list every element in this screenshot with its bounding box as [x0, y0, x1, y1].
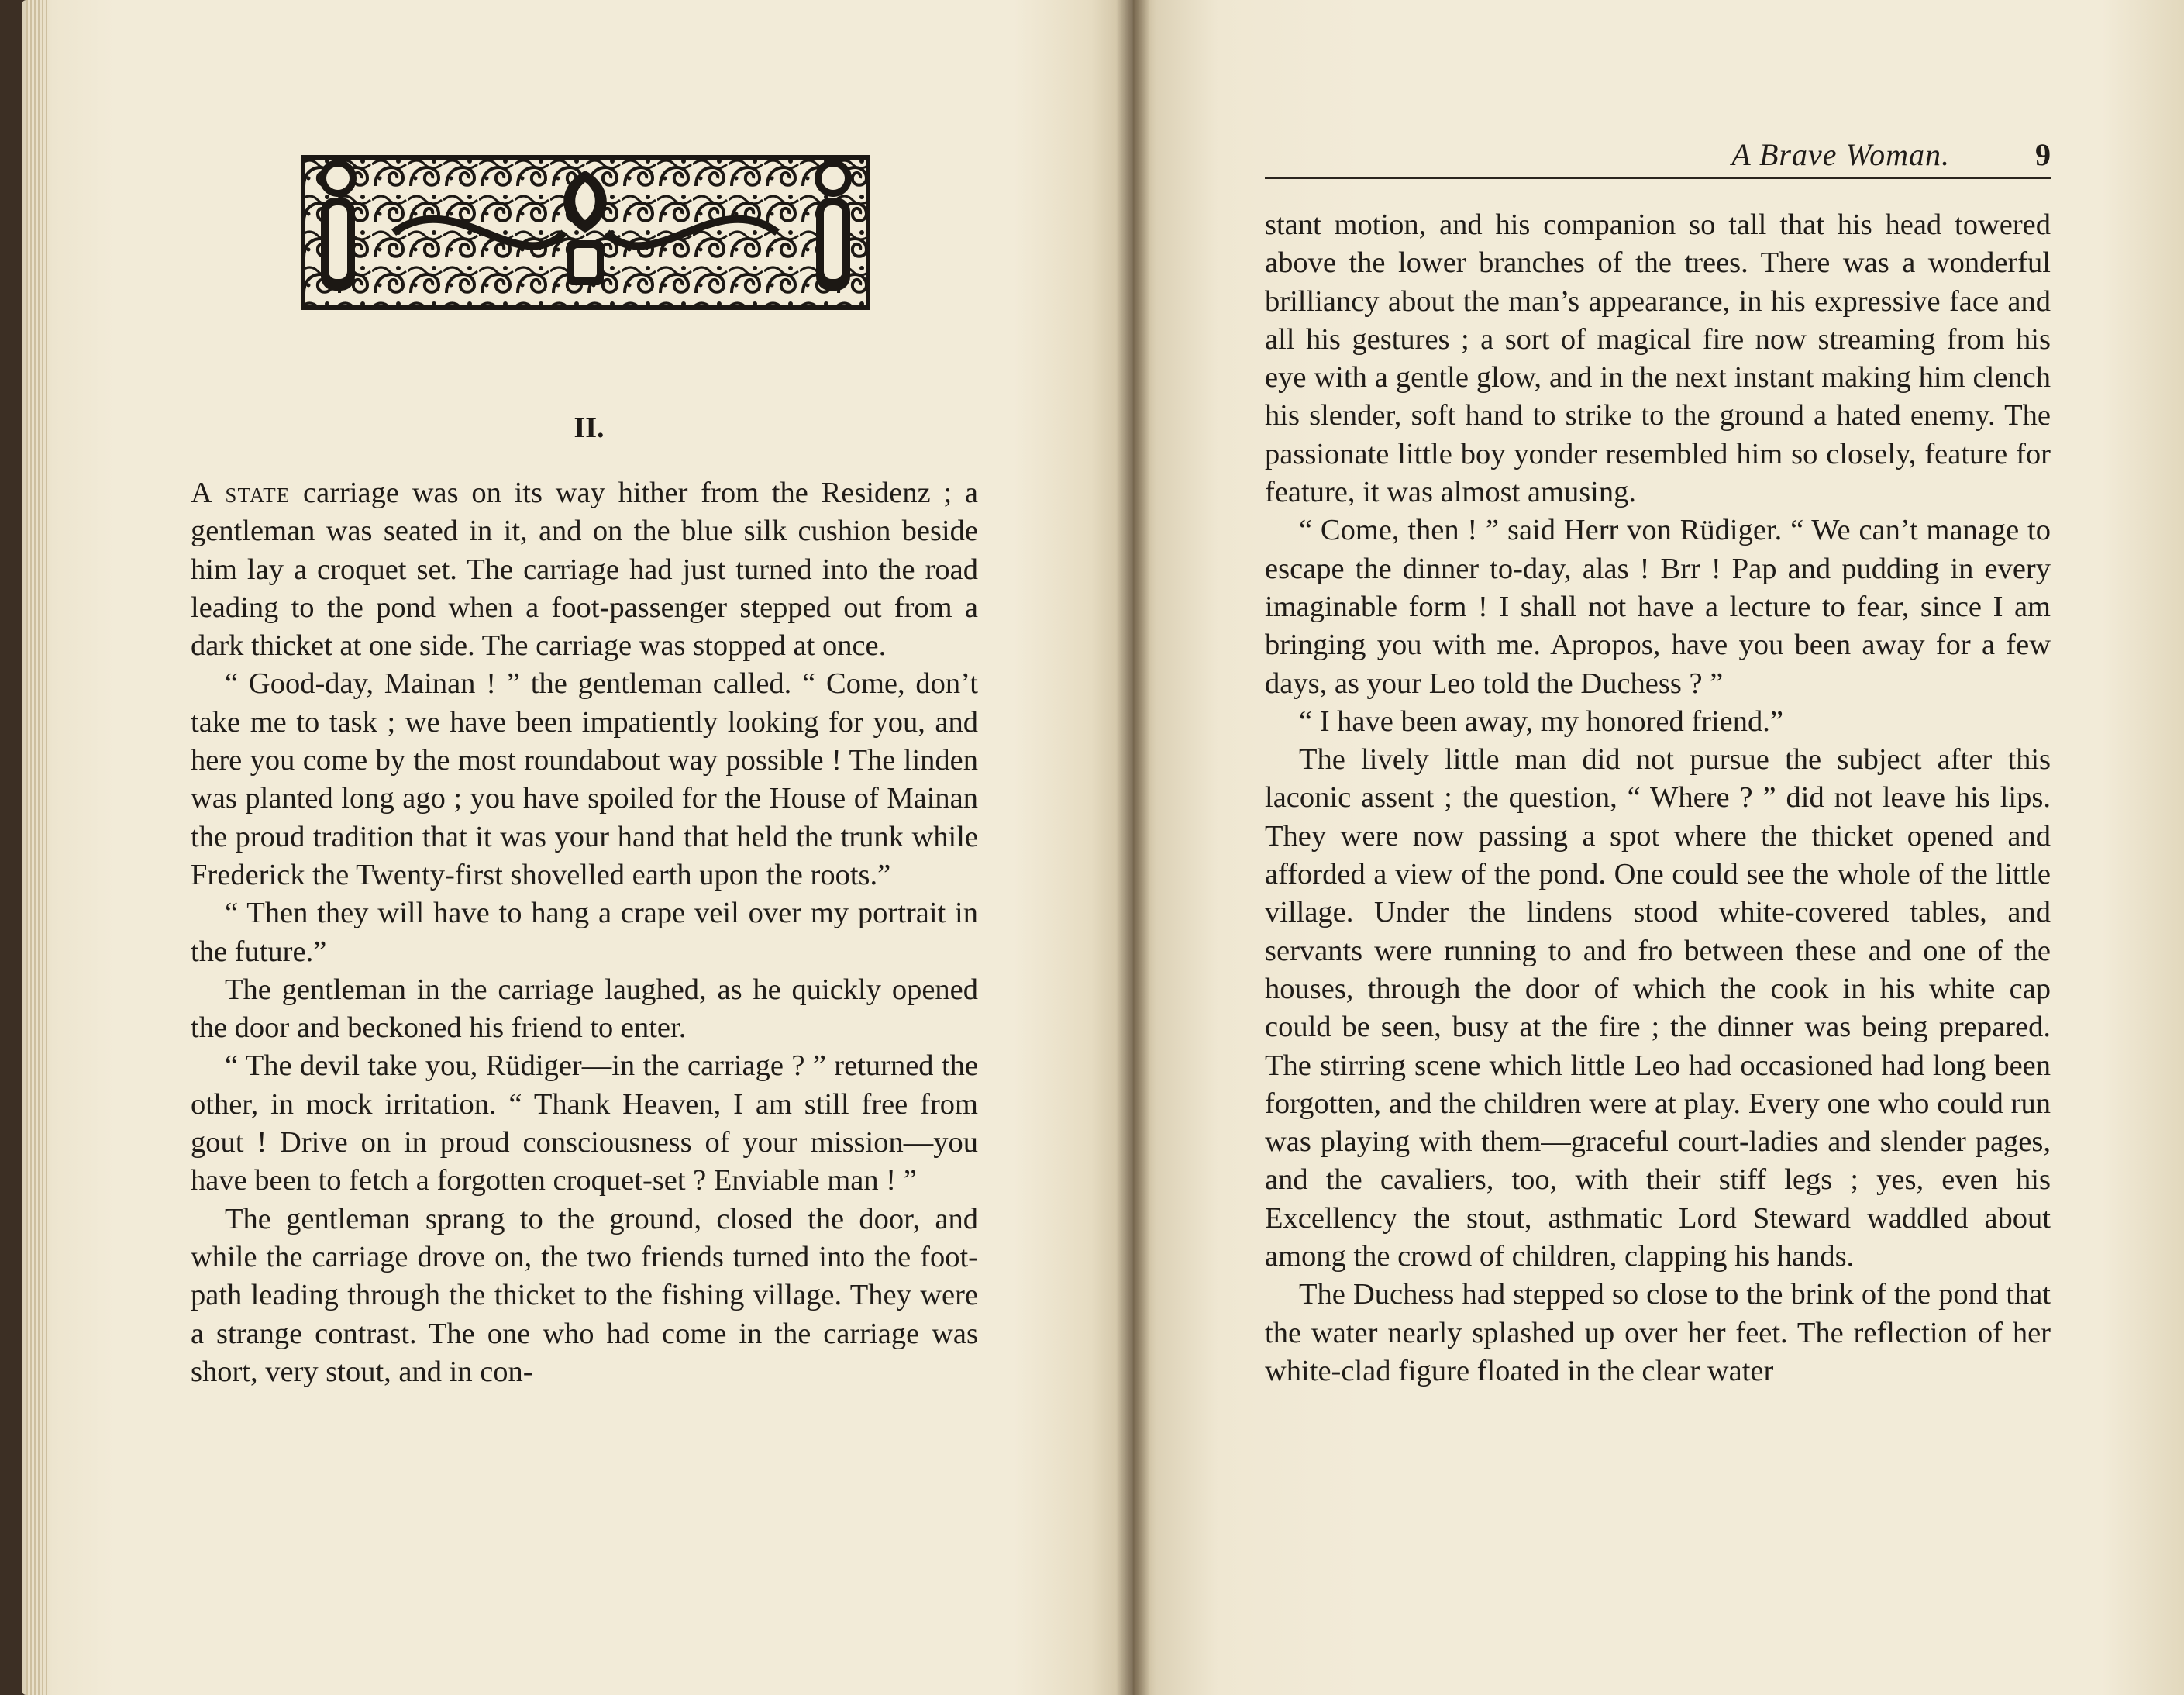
- paragraph-text: carriage was on its way hither from the Residenz ; a gentleman was seated in it, and on the blue silk cushion beside him lay a croquet set. The carriage had just turned into the road leading to the pond when a foot-passenger stepped out from a dark thicket at one side. The carriage was stopped at once.: [191, 477, 978, 663]
- running-head: [1265, 133, 2051, 179]
- paragraph: “ Then they will have to hang a crape veil over my portrait in the future.”: [191, 897, 978, 968]
- left-page-text: [191, 474, 978, 1391]
- paragraph: [191, 474, 978, 665]
- paragraph: The gentleman in the carriage laughed, as he quickly opened the door and beckoned his friend to enter.: [191, 973, 978, 1045]
- paragraph: “ The devil take you, Rüdiger—in the carriage ? ” returned the other, in mock irritation. “ Thank Heaven, I am still free from gout ! Drive on in proud consciousness of your mission—you have been to fetch a forgotten croquet-set ? Enviable man ! ”: [191, 1049, 978, 1197]
- paragraph: stant motion, and his companion so tall that his head towered above the lower branches of the trees. There was a wonderful brilliancy about the man’s appearance, in his expressive face and all his gestures ; a sort of magical fire now streaming from his eye with a gentle glow, and in the next instant making him clench his slender, soft hand to strike to the ground a hated enemy. The passionate little boy yonder resembled him so closely, feature for feature, it was almost amusing.: [1265, 208, 2051, 509]
- paragraph: “ Good-day, Mainan ! ” the gentleman called. “ Come, don’t take me to task ; we have been impatiently looking for you, and here you come by the most roundabout way possible ! The linden was planted long ago ; you have spoiled for the House of Mainan the proud tradition that it was your hand that held the trunk while Frederick the Twenty-first shovelled earth upon the roots.”: [191, 667, 978, 891]
- chapter-number: II.: [574, 412, 605, 444]
- paragraph: The gentleman sprang to the ground, closed the door, and while the carriage drove on, the two friends turned into the foot-path leading through the thicket to the fishing village. They were a strange contrast. The one who had come in the carriage was short, very stout, and in con-: [191, 1202, 978, 1388]
- page-number: 9: [2035, 137, 2051, 172]
- headpiece-ornament-icon: [301, 155, 870, 310]
- paragraph: “ I have been away, my honored friend.”: [1299, 705, 1783, 738]
- page-edges: [26, 0, 47, 1695]
- paragraph: The lively little man did not pursue the subject after this laconic assent ; the question, “ Where ? ” did not leave his lips. They were now passing a spot where the thicket opened and afforded a view of the pond. One could see the whole of the little village. Under the lindens stood white-covered tables, and servants were running to and fro between these and one of the houses, through the door of which the cook in his white cap could be seen, busy at the fire ; the dinner was being prepared. The stirring scene which little Leo had occasioned had long been forgotten, and the children were at play. Every one who could run was playing with them—graceful court-ladies and slender pages, and the cavaliers, too, with their stiff legs ; yes, even his Excellency the stout, asthmatic Lord Steward waddled about among the crowd of children, clapping his hands.: [1265, 743, 2051, 1273]
- running-title: A Brave Woman.: [1731, 137, 1950, 172]
- opening-words: A state: [191, 477, 291, 509]
- right-page-text: [1265, 206, 2051, 1390]
- book-gutter: [1116, 0, 1150, 1695]
- paragraph: “ Come, then ! ” said Herr von Rüdiger. “ We can’t manage to escape the dinner to-day, alas ! Brr ! Pap and pudding in every imaginable form ! I shall not have a lecture to fear, since I am bringing you with me. Apropos, have you been away for a few days, as your Leo told the Duchess ? ”: [1265, 514, 2051, 700]
- paragraph: The Duchess had stepped so close to the brink of the pond that the water nearly splashed up over her feet. The reflection of her white-clad figure floated in the clear water: [1265, 1278, 2051, 1387]
